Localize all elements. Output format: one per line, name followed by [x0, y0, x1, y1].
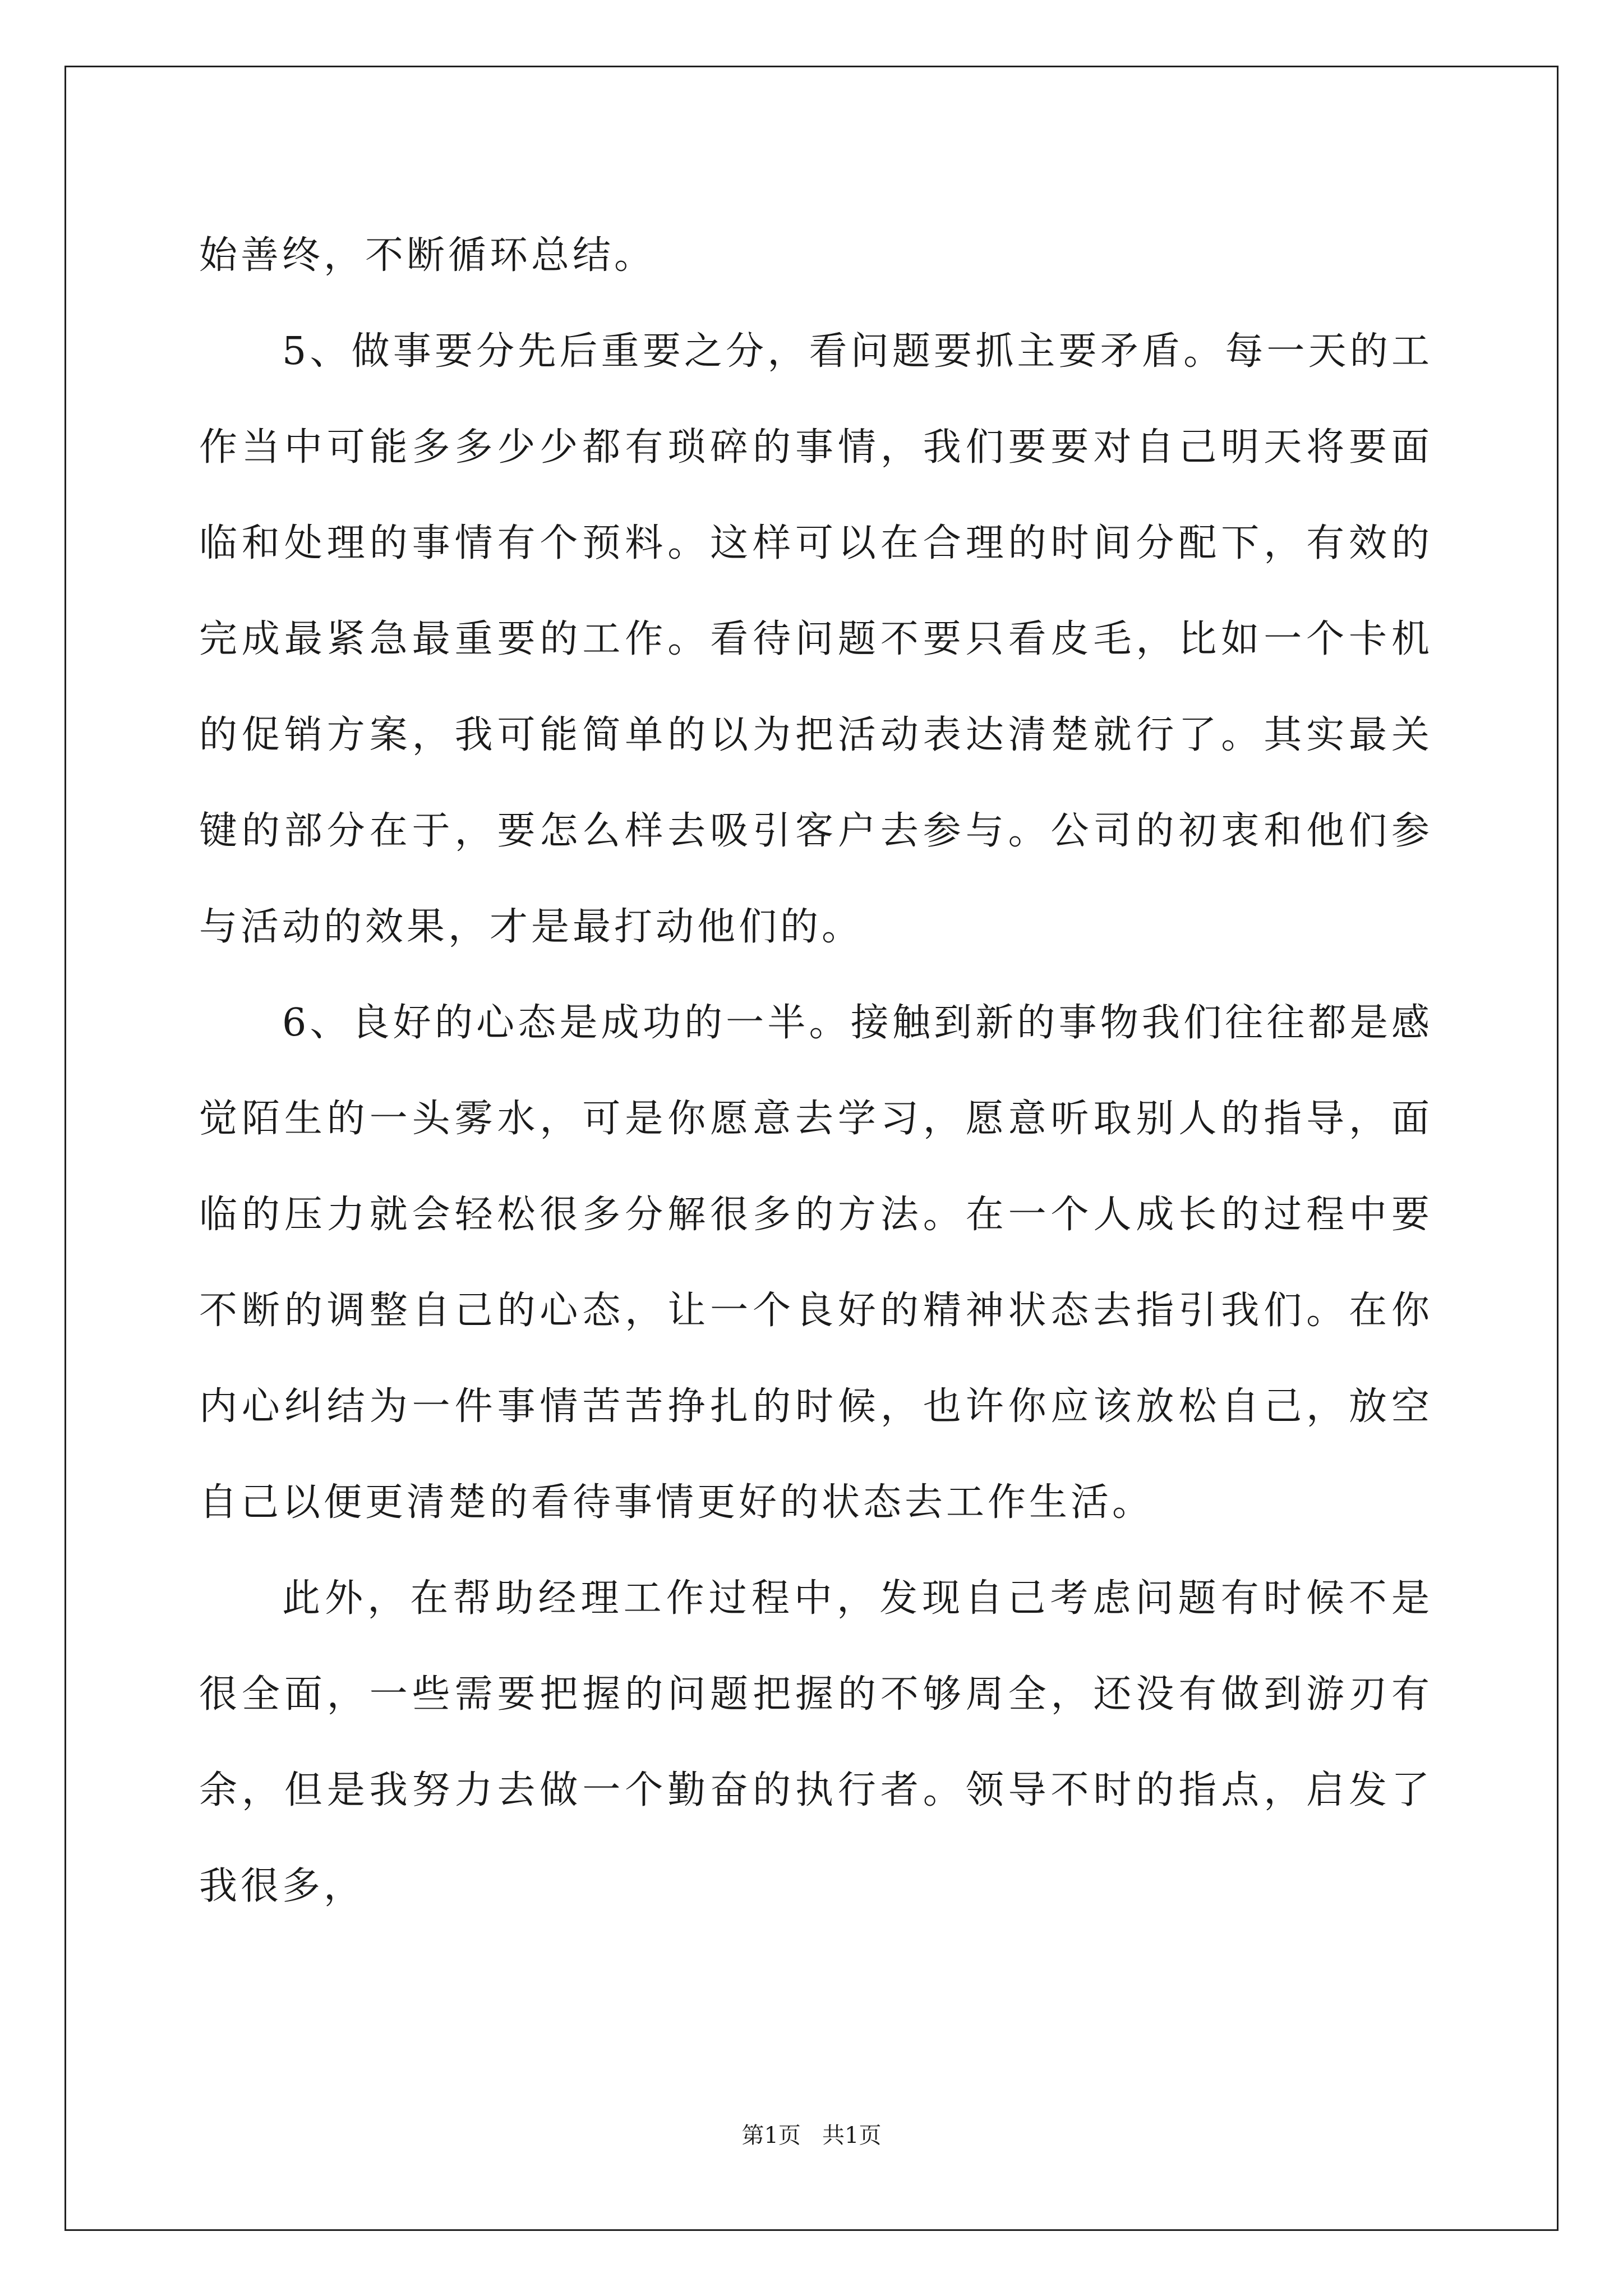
- paragraph-item-6: 6、良好的心态是成功的一半。接触到新的事物我们往往都是感觉陌生的一头雾水，可是你愿意去学习，愿意听取别人的指导，面临的压力就会轻松很多分解很多的方法。在一个人成长的过程中要不断的调整自己的心态，让一个良好的精神状态去指引我们。在你内心纠结为一件事情苦苦挣扎的时候，也许你应该放松自己，放空自己以便更清楚的看待事情更好的状态去工作生活。: [199, 1001, 1433, 1525]
- page-number-footer: 第1页 共1页: [741, 2123, 882, 2148]
- paragraph-item-5: 5、做事要分先后重要之分，看问题要抓主要矛盾。每一天的工作当中可能多多少少都有琐碎的事情，我们要要对自己明天将要面临和处理的事情有个预料。这样可以在合理的时间分配下，有效的完成最紧急最重要的工作。看待问题不要只看皮毛，比如一个卡机的促销方案，我可能简单的以为把活动表达清楚就行了。其实最关键的部分在于，要怎么样去吸引客户去参与。公司的初衷和他们参与活动的效果，才是最打动他们的。: [199, 329, 1433, 949]
- document-body: [199, 208, 1433, 1934]
- paragraph-additional: 此外，在帮助经理工作过程中，发现自己考虑问题有时候不是很全面，一些需要把握的问题把握的不够周全，还没有做到游刃有余，但是我努力去做一个勤奋的执行者。领导不时的指点，启发了我很多，: [199, 1576, 1433, 1908]
- paragraph-continuation: 始善终，不断循环总结。: [199, 233, 656, 278]
